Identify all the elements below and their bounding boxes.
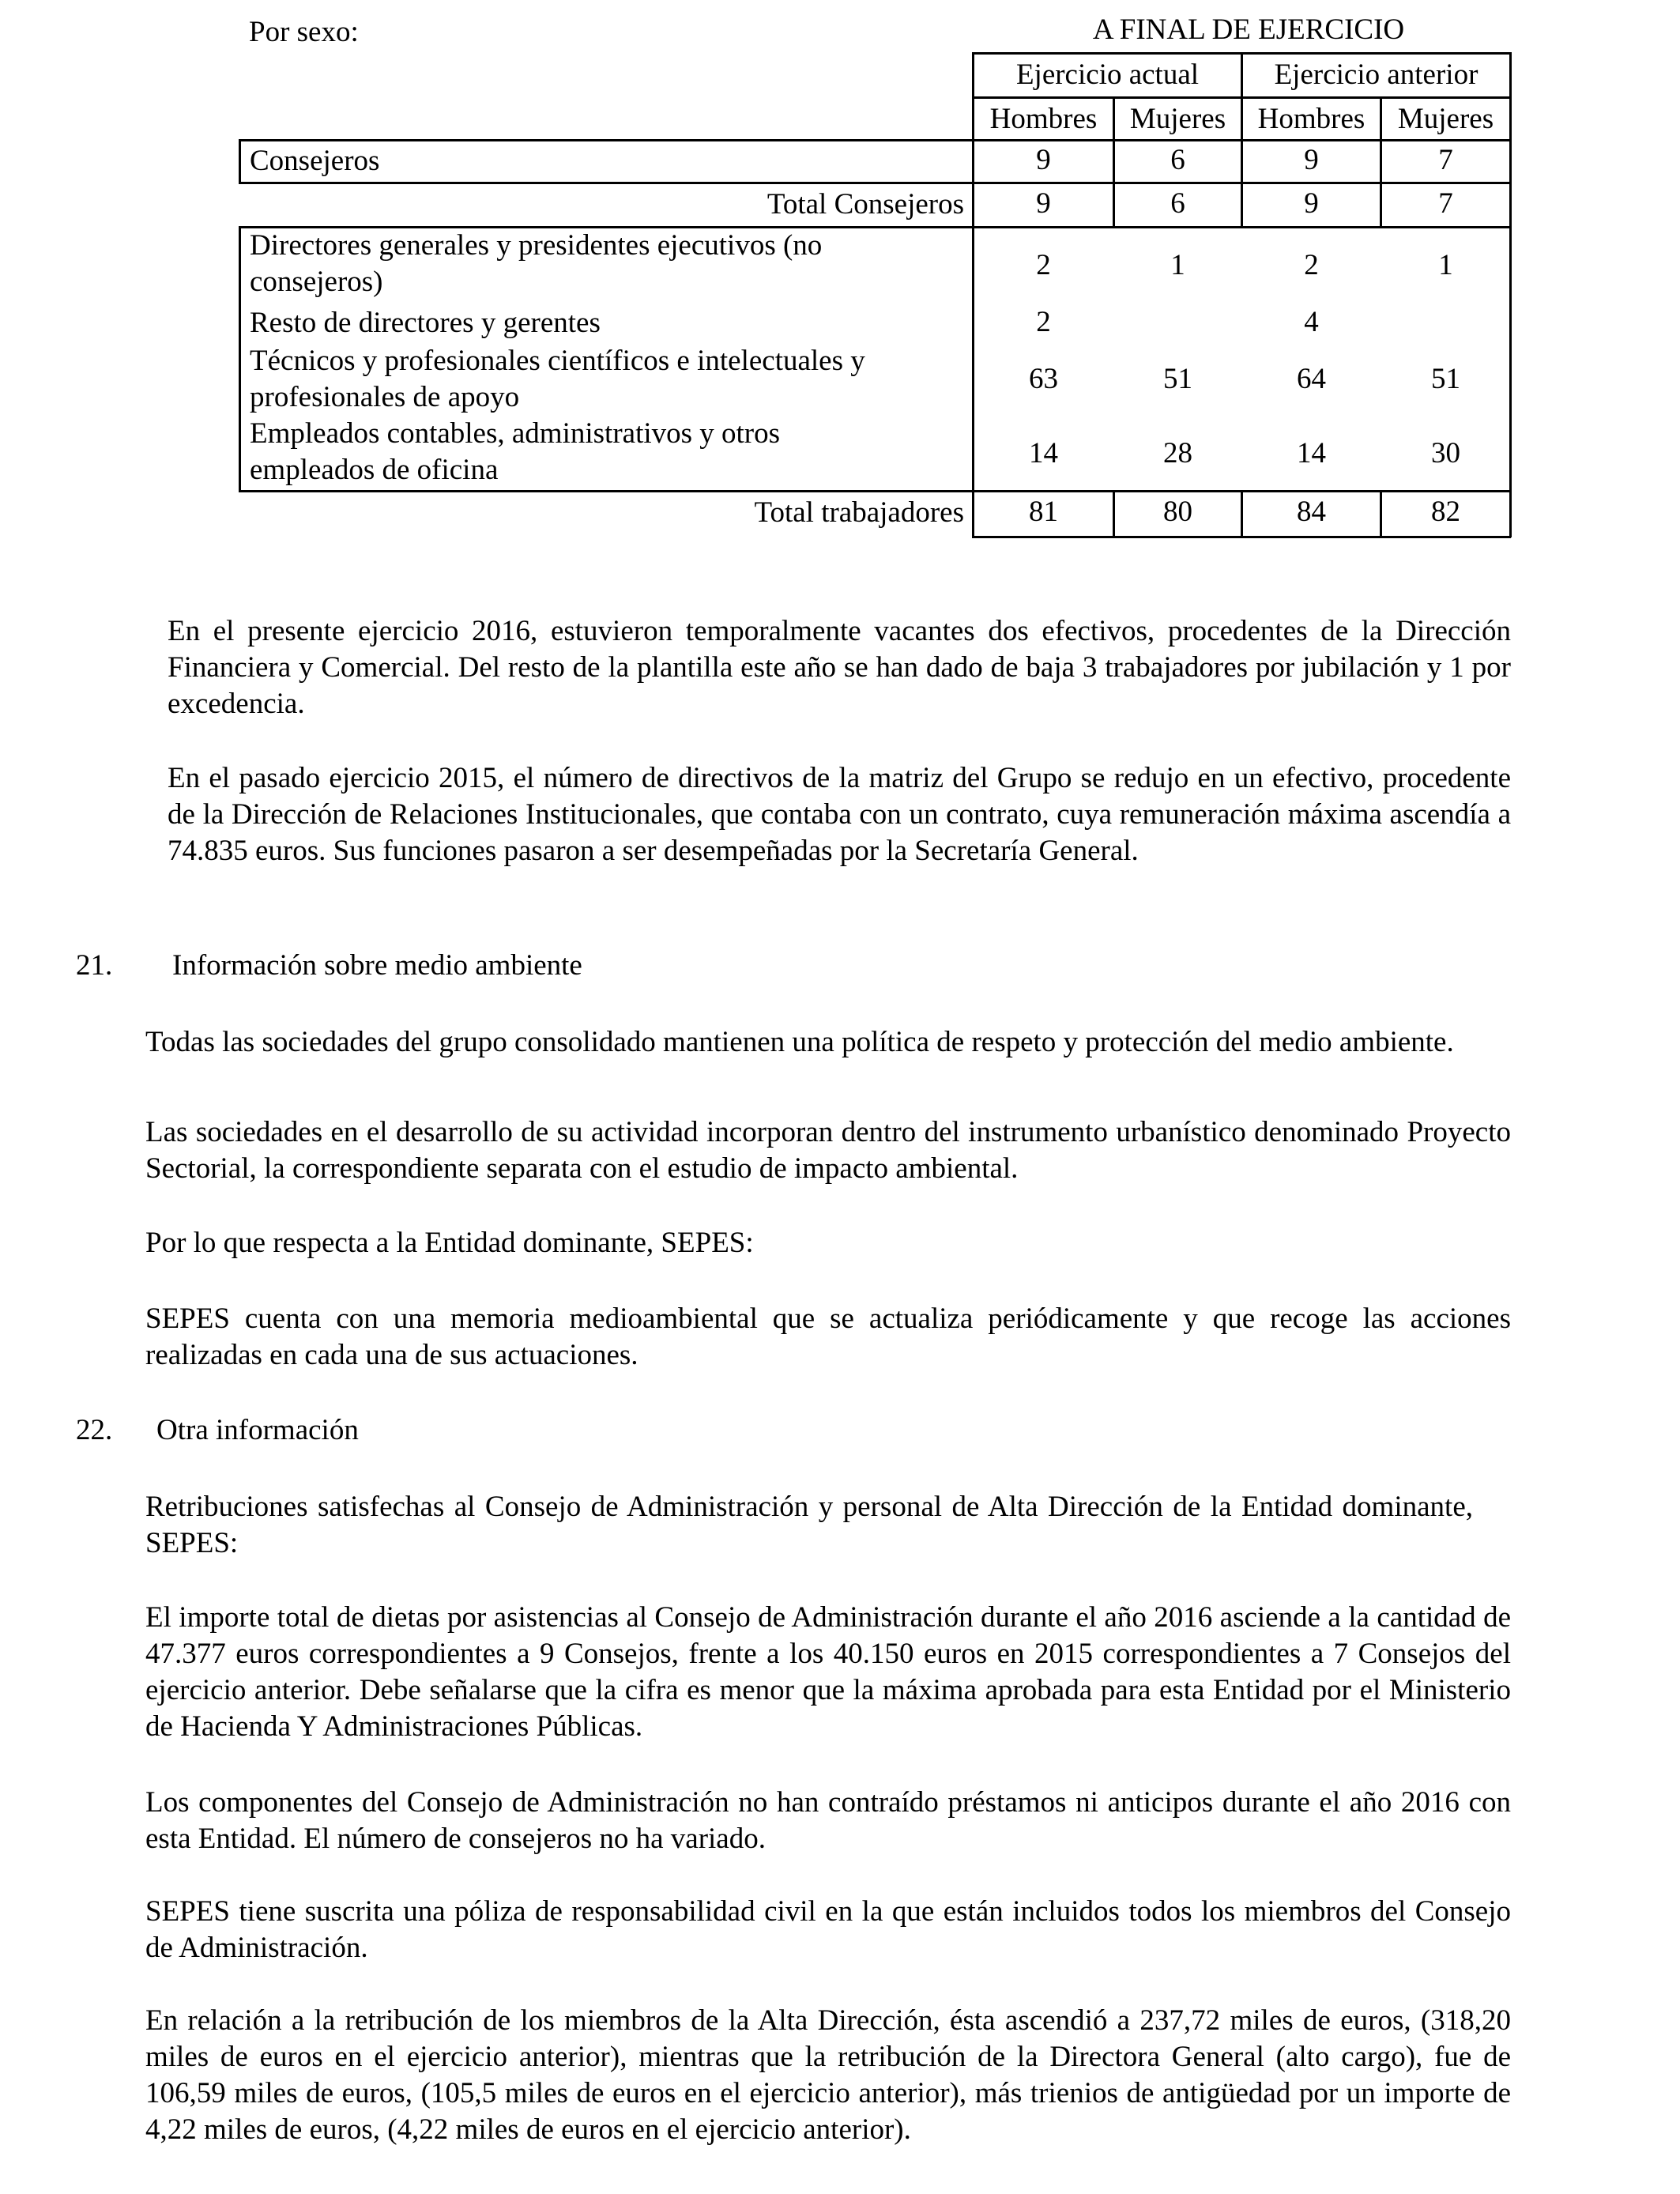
table-cell: 9 — [1036, 144, 1051, 176]
table-line — [972, 536, 1511, 538]
table-cell: 1 — [1438, 249, 1453, 281]
table-cell: 84 — [1297, 496, 1326, 528]
row-label-tecnicos-line2: profesionales de apoyo — [250, 381, 520, 413]
paragraph-directivos-2015: En el pasado ejercicio 2015, el número de directivos de la matriz del Grupo se redujo en un efectivo, procedente de la Dirección de Relaciones Institucionales, que contaba con un contrato, cuya remuneración máxima ascendía a 74.835 euros. Sus funciones pasaron a ser desempeñadas por la Secretaría General. — [168, 762, 1511, 867]
table-line — [239, 139, 1511, 141]
table-cell: 14 — [1297, 437, 1326, 469]
table-cell: 7 — [1438, 187, 1453, 220]
mujeres-header: Mujeres — [1129, 103, 1226, 135]
paragraph-poliza: SEPES tiene suscrita una póliza de responsabilidad civil en la que están incluidos todos los miembros del Consejo de Administración. — [145, 1895, 1511, 1964]
row-label-directores-line2: consejeros) — [250, 266, 383, 298]
hombres-header: Hombres — [1257, 103, 1365, 135]
table-cell: 63 — [1029, 363, 1058, 395]
row-label-empleados-line1: Empleados contables, administrativos y otros — [250, 417, 781, 450]
table-cell: 28 — [1163, 437, 1192, 469]
paragraph-alta-direccion: En relación a la retribución de los miembros de la Alta Dirección, ésta ascendió a 237,72 miles de euros, (318,20 miles de euros en el ejercicio anterior), mientras que la retribución de la Directora General (alto cargo), fue de 106,59 miles de euros, (105,5 miles de euros en el ejercicio anterior), más trienios de antigüedad por un importe de 4,22 miles de euros, (4,22 miles de euros en el ejercicio anterior). — [145, 2004, 1511, 2146]
paragraph-politica-medio-ambiente: Todas las sociedades del grupo consolidado mantienen una política de respeto y protección del medio ambiente. — [145, 1026, 1454, 1058]
paragraph-entidad-dominante: Por lo que respecta a la Entidad dominante, SEPES: — [145, 1227, 754, 1259]
table-cell: 2 — [1304, 249, 1319, 281]
table-cell: 2 — [1036, 306, 1051, 338]
table-line — [239, 226, 241, 492]
table-line — [1509, 139, 1512, 228]
table-cell: 81 — [1029, 496, 1058, 528]
table-cell: 9 — [1036, 187, 1051, 220]
table-por-sexo-label: Por sexo: — [249, 16, 359, 48]
table-cell: 30 — [1431, 437, 1460, 469]
paragraph-proyecto-sectorial: Las sociedades en el desarrollo de su actividad incorporan dentro del instrumento urbanístico denominado Proyecto Sectorial, la correspondiente separata con el estudio de impacto ambiental. — [145, 1116, 1511, 1185]
section-21-title: Información sobre medio ambiente — [172, 949, 582, 982]
table-cell: 9 — [1304, 144, 1319, 176]
table-cell: 80 — [1163, 496, 1192, 528]
period-actual-header: Ejercicio actual — [1015, 58, 1200, 91]
table-cell: 51 — [1163, 363, 1192, 395]
paragraph-prestamos: Los componentes del Consejo de Administración no han contraído préstamos ni anticipos durante el año 2016 con esta Entidad. El número de consejeros no ha variado. — [145, 1786, 1511, 1855]
section-22-number: 22. — [76, 1414, 113, 1446]
row-label-total-trabajadores: Total trabajadores — [754, 496, 964, 529]
paragraph-dietas: El importe total de dietas por asistencias al Consejo de Administración durante el año 2016 asciende a la cantidad de 47.377 euros correspondientes a 9 Consejos, frente a los 40.150 euros en 2015 correspondientes a 7 Consejos del ejercicio anterior. Debe señalarse que la cifra es menor que la máxima aprobada para esta Entidad por el Ministerio de Hacienda Y Administraciones Públicas. — [145, 1601, 1511, 1743]
table-cell: 14 — [1029, 437, 1058, 469]
paragraph-vacantes-2016: En el presente ejercicio 2016, estuvieron temporalmente vacantes dos efectivos, procedentes de la Dirección Financiera y Comercial. Del resto de la plantilla este año se han dado de baja 3 trabajadores por jubilación y 1 por excedencia. — [168, 615, 1511, 720]
table-cell: 51 — [1431, 363, 1460, 395]
table-cell: 6 — [1170, 144, 1185, 176]
paragraph-memoria-medioambiental: SEPES cuenta con una memoria medioambiental que se actualiza periódicamente y que recoge las acciones realizadas en cada una de sus actuaciones. — [145, 1302, 1511, 1371]
mujeres-header: Mujeres — [1397, 103, 1494, 135]
hombres-header: Hombres — [989, 103, 1098, 135]
table-final-title: A FINAL DE EJERCICIO — [1092, 13, 1405, 46]
row-label-empleados-line2: empleados de oficina — [250, 454, 499, 486]
table-cell: 82 — [1431, 496, 1460, 528]
table-cell: 2 — [1036, 249, 1051, 281]
row-label-tecnicos-line1: Técnicos y profesionales científicos e intelectuales y — [250, 345, 865, 377]
period-anterior-header: Ejercicio anterior — [1274, 58, 1478, 91]
table-line — [239, 490, 1511, 492]
row-label-resto-directores: Resto de directores y gerentes — [250, 307, 601, 339]
table-line — [1509, 226, 1512, 537]
section-22-title: Otra información — [156, 1414, 359, 1446]
row-label-consejeros: Consejeros — [250, 145, 380, 177]
table-cell: 6 — [1170, 187, 1185, 220]
table-line — [239, 182, 1511, 184]
table-line — [972, 96, 1511, 99]
row-label-directores-line1: Directores generales y presidentes ejecutivos (no — [250, 229, 823, 262]
paragraph-retribuciones: Retribuciones satisfechas al Consejo de Administración y personal de Alta Dirección de la Entidad dominante, SEPES: — [145, 1491, 1473, 1559]
table-cell: 9 — [1304, 187, 1319, 220]
table-cell: 1 — [1170, 249, 1185, 281]
table-line — [239, 139, 241, 183]
row-label-total-consejeros: Total Consejeros — [767, 188, 964, 221]
table-cell: 4 — [1304, 306, 1319, 338]
table-cell: 7 — [1438, 144, 1453, 176]
table-cell: 64 — [1297, 363, 1326, 395]
section-21-number: 21. — [76, 949, 113, 982]
